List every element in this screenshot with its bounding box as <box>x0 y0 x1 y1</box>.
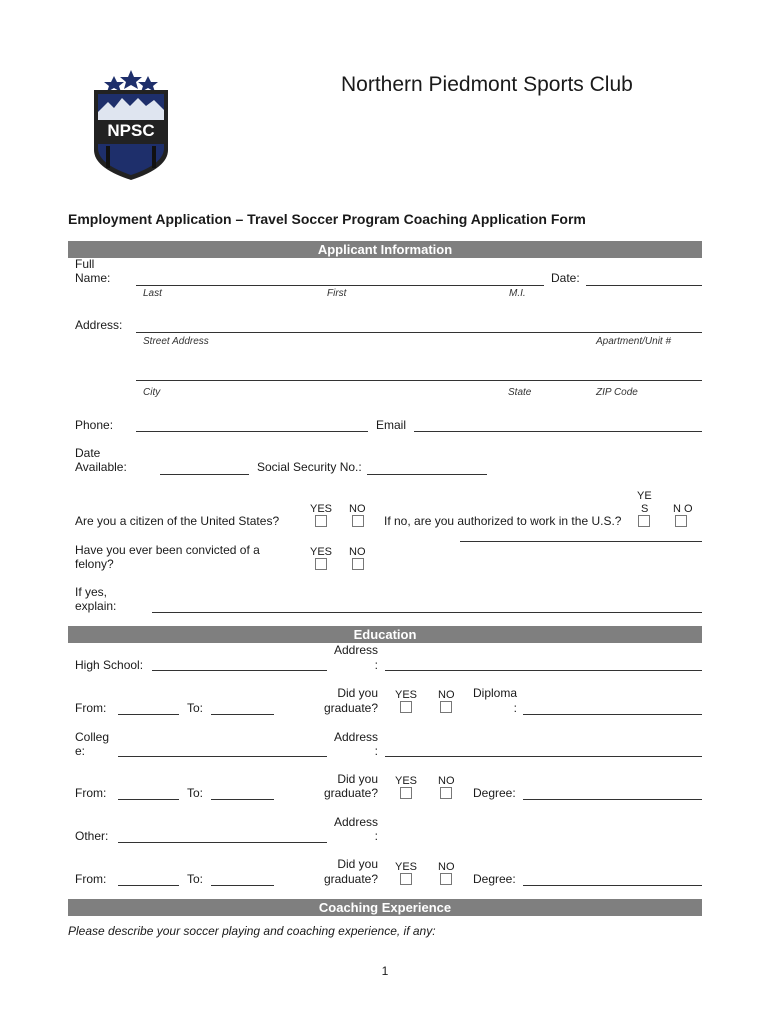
high-school-address-colon: : <box>374 658 378 672</box>
college-graduate-line2: graduate? <box>323 786 378 800</box>
hs-from-label: From: <box>75 701 107 715</box>
hs-to-field[interactable] <box>211 714 274 715</box>
coaching-prompt: Please describe your soccer playing and coaching experience, if any: <box>68 924 436 938</box>
other-field[interactable] <box>118 842 327 843</box>
hs-no-label: NO <box>438 689 455 701</box>
date-available-field[interactable] <box>160 474 249 475</box>
other-from-field[interactable] <box>118 885 179 886</box>
college-address-label: Address <box>333 730 378 744</box>
page-number: 1 <box>381 964 389 978</box>
college-address-field[interactable] <box>385 756 702 757</box>
authorized-yes-label-bottom: S <box>641 503 649 515</box>
hs-from-field[interactable] <box>118 714 179 715</box>
high-school-field[interactable] <box>152 670 327 671</box>
college-from-field[interactable] <box>118 799 179 800</box>
authorized-no-label: N O <box>673 503 693 515</box>
college-to-field[interactable] <box>211 799 274 800</box>
diploma-label: Diploma <box>472 686 517 700</box>
hs-graduate-line2: graduate? <box>323 701 378 715</box>
college-from-label: From: <box>75 786 107 800</box>
explain-label: If yes, explain: <box>75 585 117 613</box>
other-label: Other: <box>75 829 109 843</box>
ssn-label: Social Security No.: <box>257 460 362 474</box>
high-school-label: High School: <box>75 658 144 672</box>
other-degree-field[interactable] <box>523 885 702 886</box>
felony-no-label: NO <box>349 546 366 558</box>
authorized-divider <box>460 541 702 542</box>
city-hint: City <box>143 387 161 398</box>
date-field[interactable] <box>586 285 702 286</box>
address-label: Address: <box>75 318 123 332</box>
other-graduate-line2: graduate? <box>323 872 378 886</box>
first-hint: First <box>327 288 347 299</box>
date-label: Date: <box>551 271 580 285</box>
city-state-zip-field[interactable] <box>136 380 702 381</box>
felony-no-checkbox[interactable] <box>352 558 364 570</box>
other-to-field[interactable] <box>211 885 274 886</box>
citizen-question: Are you a citizen of the United States? <box>75 514 280 528</box>
ssn-field[interactable] <box>367 474 487 475</box>
hs-yes-checkbox[interactable] <box>400 701 412 713</box>
street-hint: Street Address <box>143 336 209 347</box>
college-no-checkbox[interactable] <box>440 787 452 799</box>
date-available-label: Date Available: <box>75 446 127 474</box>
logo-text: NPSC <box>107 121 155 140</box>
explain-field[interactable] <box>152 612 702 613</box>
other-yes-label: YES <box>395 861 418 873</box>
citizen-yes-label: YES <box>310 503 333 515</box>
college-degree-field[interactable] <box>523 799 702 800</box>
zip-hint: ZIP Code <box>596 387 638 398</box>
street-address-field[interactable] <box>136 332 702 333</box>
form-title: Employment Application – Travel Soccer Program Coaching Application Form <box>68 211 586 227</box>
email-label: Email <box>376 418 407 432</box>
college-field[interactable] <box>118 756 327 757</box>
college-to-label: To: <box>187 786 204 800</box>
hs-no-checkbox[interactable] <box>440 701 452 713</box>
college-yes-label: YES <box>395 775 418 787</box>
other-from-label: From: <box>75 872 107 886</box>
apt-hint: Apartment/Unit # <box>596 336 672 347</box>
other-no-checkbox[interactable] <box>440 873 452 885</box>
email-field[interactable] <box>414 431 702 432</box>
high-school-address-field[interactable] <box>385 670 702 671</box>
other-no-label: NO <box>438 861 455 873</box>
other-address-label: Address <box>333 815 378 829</box>
other-yes-checkbox[interactable] <box>400 873 412 885</box>
authorized-yes-checkbox[interactable] <box>638 515 650 527</box>
college-no-label: NO <box>438 775 455 787</box>
club-logo <box>92 68 170 182</box>
section-header-education: Education <box>68 626 702 643</box>
citizen-no-label: NO <box>349 503 366 515</box>
college-address-colon: : <box>374 744 378 758</box>
club-name: Northern Piedmont Sports Club <box>341 73 633 96</box>
high-school-address-label: Address <box>333 643 378 657</box>
college-label-bottom: e: <box>75 744 86 758</box>
other-address-colon: : <box>374 829 378 843</box>
hs-yes-label: YES <box>395 689 418 701</box>
hs-graduate-line1: Did you <box>337 686 378 700</box>
authorized-no-checkbox[interactable] <box>675 515 687 527</box>
mi-hint: M.I. <box>509 288 526 299</box>
citizen-yes-checkbox[interactable] <box>315 515 327 527</box>
authorized-yes-label-top: YE <box>637 490 652 502</box>
felony-question: Have you ever been convicted of a felony? <box>75 543 260 571</box>
college-label-top: Colleg <box>75 730 110 744</box>
college-yes-checkbox[interactable] <box>400 787 412 799</box>
last-hint: Last <box>143 288 162 299</box>
college-degree-label: Degree: <box>473 786 516 800</box>
felony-yes-checkbox[interactable] <box>315 558 327 570</box>
phone-label: Phone: <box>75 418 114 432</box>
citizen-no-checkbox[interactable] <box>352 515 364 527</box>
section-header-coaching: Coaching Experience <box>68 899 702 916</box>
section-header-applicant: Applicant Information <box>68 241 702 258</box>
full-name-field[interactable] <box>136 285 544 286</box>
diploma-colon: : <box>513 701 517 715</box>
other-to-label: To: <box>187 872 204 886</box>
felony-yes-label: YES <box>310 546 333 558</box>
state-hint: State <box>508 387 532 398</box>
authorized-question: If no, are you authorized to work in the U.S.? <box>384 514 622 528</box>
diploma-field[interactable] <box>523 714 702 715</box>
phone-field[interactable] <box>136 431 368 432</box>
full-name-label: Full Name: <box>75 257 111 285</box>
other-degree-label: Degree: <box>473 872 516 886</box>
other-graduate-line1: Did you <box>337 857 378 871</box>
college-graduate-line1: Did you <box>337 772 378 786</box>
hs-to-label: To: <box>187 701 204 715</box>
